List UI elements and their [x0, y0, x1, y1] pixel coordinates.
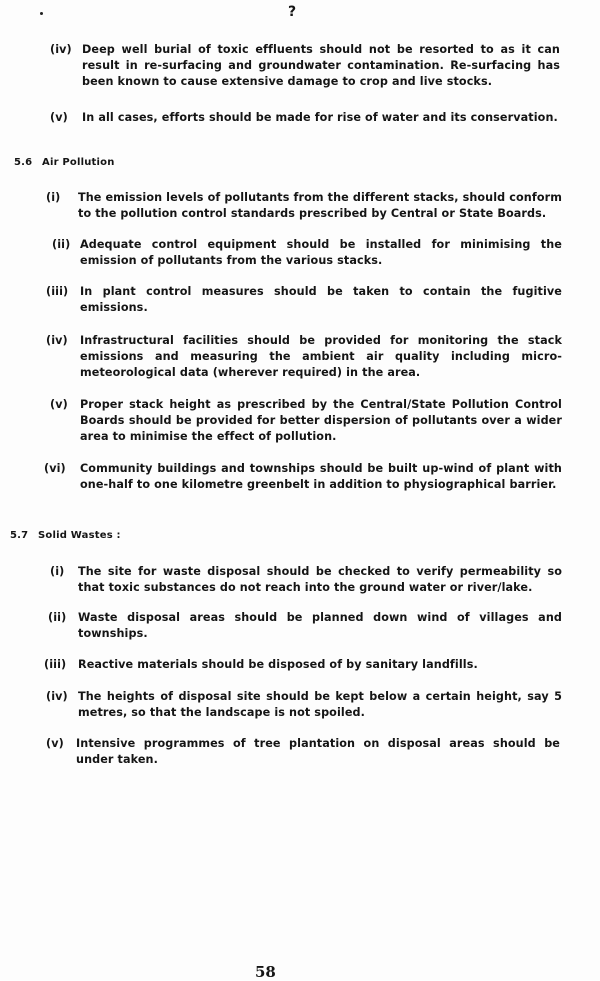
item-text: Community buildings and townships should be built up-wind of plant with one-half to one kilometre greenbelt in addition to physiographical barrier. — [80, 462, 562, 491]
section-title: Air Pollution — [42, 157, 115, 168]
item-text: Deep well burial of toxic effluents should not be resorted to as it can result in re-surfacing and groundwater contamination. Re-surfacing has been known to cause extensive damage to crop and live stocks. — [82, 43, 560, 88]
section-number: 5.7 — [10, 530, 29, 541]
item-number: (iii) — [46, 285, 69, 298]
item-number: (iii) — [44, 658, 67, 671]
item-number: (iv) — [46, 690, 68, 703]
section-heading-5-6 — [14, 157, 115, 168]
item-text: Intensive programmes of tree plantation on disposal areas should be under taken. — [76, 737, 560, 766]
page-number: 58 — [255, 963, 276, 981]
item-text: Infrastructural facilities should be provided for monitoring the stack emissions and measuring the ambient air quality including micro-meteorological data (wherever required) in the area. — [80, 334, 562, 379]
item-number: (ii) — [52, 238, 71, 251]
item-text: The emission levels of pollutants from the different stacks, should conform to the pollution control standards prescribed by Central or State Boards. — [78, 191, 562, 220]
item-number: (v) — [50, 398, 68, 411]
item-number: (i) — [50, 565, 65, 578]
item-text: Reactive materials should be disposed of by sanitary landfills. — [78, 658, 478, 671]
item-text: The site for waste disposal should be checked to verify permeability so that toxic substances do not reach into the ground water or river/lake. — [78, 565, 562, 594]
item-text: Adequate control equipment should be installed for minimising the emission of pollutants from the various stacks. — [80, 238, 562, 267]
item-number: (iv) — [50, 43, 72, 56]
section-number: 5.6 — [14, 157, 33, 168]
item-number: (i) — [46, 191, 61, 204]
item-text: The heights of disposal site should be kept below a certain height, say 5 metres, so that the landscape is not spoiled. — [78, 690, 562, 719]
item-number: (vi) — [44, 462, 66, 475]
item-text: In plant control measures should be taken to contain the fugitive emissions. — [80, 285, 562, 314]
section-title: Solid Wastes : — [38, 530, 121, 541]
item-number: (iv) — [46, 334, 68, 347]
stray-mark — [40, 12, 43, 15]
item-text: Waste disposal areas should be planned down wind of villages and townships. — [78, 611, 562, 640]
item-text: In all cases, efforts should be made for rise of water and its conservation. — [82, 111, 558, 124]
item-text: Proper stack height as prescribed by the Central/State Pollution Control Boards should be provided for better dispersion of pollutants over a wider area to minimise the effect of pollution. — [80, 398, 562, 443]
header-mark: ? — [288, 4, 297, 20]
item-number: (v) — [46, 737, 64, 750]
item-number: (v) — [50, 111, 68, 124]
item-number: (ii) — [48, 611, 67, 624]
section-heading-5-7 — [10, 530, 121, 541]
